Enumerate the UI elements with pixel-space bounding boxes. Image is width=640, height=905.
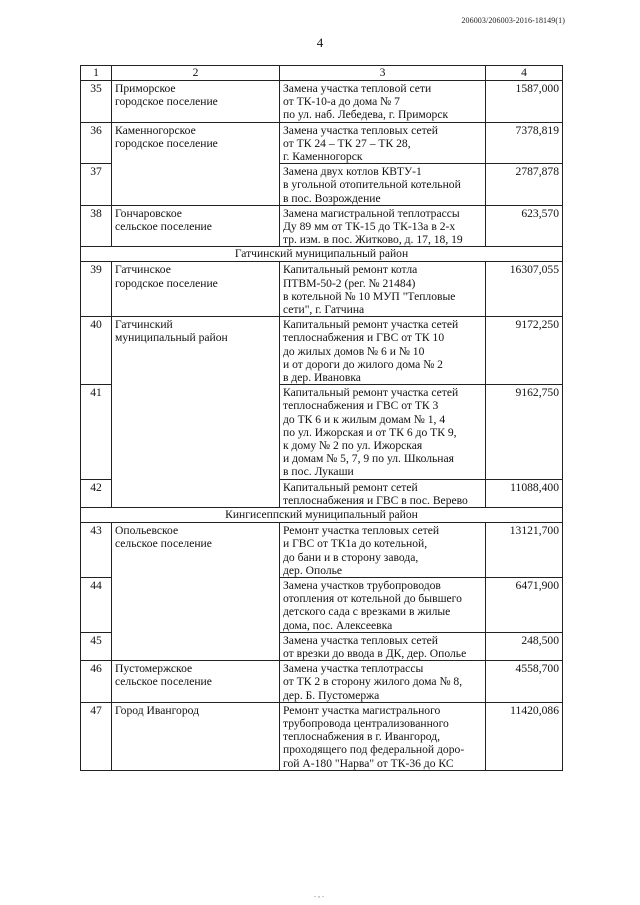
amount-cell: 1587,000: [486, 81, 563, 123]
section-row: [81, 508, 563, 523]
table-row: [81, 661, 563, 703]
work-line: и от дороги до жилого дома № 2: [283, 357, 443, 371]
works-table: [80, 65, 563, 771]
column-header: 1: [81, 66, 112, 81]
municipality-line: сельское поселение: [115, 220, 212, 234]
work-line: от врезки до ввода в ДК, дер. Ополье: [283, 646, 467, 660]
work-line: дер. Ополье: [283, 563, 343, 577]
work-line: до жилых домов № 6 и № 10: [283, 344, 425, 358]
table-row: [81, 702, 563, 770]
municipality-cell: [112, 122, 280, 205]
municipality-line: Гатчинский: [115, 318, 173, 332]
work-line: теплоснабжения и ГВС от ТК 3: [283, 399, 439, 413]
amount-cell: 9162,750: [486, 385, 563, 479]
amount-cell: 6471,900: [486, 577, 563, 632]
amount-cell: 7378,819: [486, 122, 563, 164]
municipality-line: городское поселение: [115, 136, 218, 150]
municipality-cell: [112, 661, 280, 703]
amount-cell: 9172,250: [486, 317, 563, 385]
row-number: 46: [81, 661, 112, 703]
work-line: сети", г. Гатчина: [283, 303, 365, 317]
municipality-cell: [112, 317, 280, 508]
amount-cell: 4558,700: [486, 661, 563, 703]
work-line: Замена магистральной теплотрассы: [283, 206, 460, 220]
municipality-cell: [112, 702, 280, 770]
work-line: отопления от котельной до бывшего: [283, 592, 462, 606]
work-line: Замена участков трубопроводов: [283, 578, 441, 592]
work-line: Замена участка тепловой сети: [283, 82, 432, 95]
work-line: по ул. наб. Лебедева, г. Приморск: [283, 108, 449, 122]
section-title-kingisepp: Кингисеппский муниципальный район: [81, 508, 563, 523]
work-line: Замена участка тепловых сетей: [283, 633, 438, 647]
work-line: детского сада с врезками в жилые: [283, 605, 451, 619]
municipality-line: Приморское: [115, 82, 176, 95]
page-number: 4: [316, 35, 324, 50]
work-line: по ул. Ижорская и от ТК 6 до ТК 9,: [283, 425, 457, 439]
row-number: 36: [81, 122, 112, 164]
row-number: 47: [81, 702, 112, 770]
municipality-line: Опольевское: [115, 524, 179, 538]
municipality-line: сельское поселение: [115, 675, 212, 689]
work-line: от ТК 24 – ТК 27 – ТК 28,: [283, 136, 411, 150]
work-description: [280, 385, 486, 479]
work-description: [280, 523, 486, 578]
work-description: [280, 317, 486, 385]
municipality-line: Гончаровское: [115, 206, 182, 220]
work-line: к дому № 2 по ул. Ижорская: [283, 439, 423, 453]
work-description: [280, 702, 486, 770]
row-number: 44: [81, 577, 112, 632]
row-number: 37: [81, 164, 112, 206]
section-title-gatchina: Гатчинский муниципальный район: [81, 247, 563, 262]
municipality-line: сельское поселение: [115, 537, 212, 551]
municipality-line: Город Ивангород: [115, 703, 200, 717]
work-description: [280, 205, 486, 247]
row-number: 38: [81, 205, 112, 247]
work-line: Замена участка тепловых сетей: [283, 123, 438, 137]
work-line: дома, пос. Алексеевка: [283, 618, 393, 632]
row-number: 39: [81, 262, 112, 317]
work-line: ПТВМ-50-2 (рег. № 21484): [283, 276, 416, 290]
work-line: Замена двух котлов КВТУ-1: [283, 165, 422, 179]
work-line: Капитальный ремонт участка сетей: [283, 318, 459, 332]
work-line: от ТК 2 в сторону жилого дома № 8,: [283, 675, 463, 689]
work-line: и ГВС от ТК1а до котельной,: [283, 537, 428, 551]
work-description: [280, 81, 486, 123]
work-line: в угольной отопительной котельной: [283, 178, 461, 192]
work-line: г. Каменногорск: [283, 150, 363, 164]
section-row: [81, 247, 563, 262]
work-line: трубопровода централизованного: [283, 716, 449, 730]
table-row: [81, 81, 563, 123]
municipality-line: городское поселение: [115, 276, 218, 290]
work-line: Капитальный ремонт сетей: [283, 480, 418, 494]
row-number: 40: [81, 317, 112, 385]
municipality-line: Пустомержское: [115, 662, 193, 676]
work-line: дер. Б. Пустомержа: [283, 688, 380, 702]
row-number: 43: [81, 523, 112, 578]
work-line: Ремонт участка тепловых сетей: [283, 524, 440, 538]
work-description: [280, 661, 486, 703]
column-header: 2: [112, 66, 280, 81]
work-line: Замена участка теплотрассы: [283, 662, 424, 676]
municipality-cell: [112, 81, 280, 123]
work-description: [280, 262, 486, 317]
work-line: от ТК-10-а до дома № 7: [283, 95, 400, 109]
work-line: в пос. Возрождение: [283, 191, 381, 205]
municipality-line: городское поселение: [115, 95, 218, 109]
municipality-cell: [112, 205, 280, 247]
work-line: теплоснабжения в г. Ивангород,: [283, 730, 441, 744]
amount-cell: 248,500: [486, 632, 563, 660]
work-description: [280, 164, 486, 206]
amount-cell: 623,570: [486, 205, 563, 247]
table-row: [81, 205, 563, 247]
municipality-line: Каменногорское: [115, 123, 196, 137]
work-line: Ду 89 мм от ТК-15 до ТК-13а в 2-х: [283, 220, 456, 234]
work-line: теплоснабжения и ГВС в пос. Верево: [283, 493, 468, 507]
work-line: и домам № 5, 7, 9 по ул. Школьная: [283, 452, 454, 466]
table-row: [81, 317, 563, 385]
work-description: [280, 479, 486, 507]
table-row: [81, 122, 563, 164]
municipality-cell: [112, 523, 280, 661]
column-header: 4: [486, 66, 563, 81]
row-number: 45: [81, 632, 112, 660]
amount-cell: 16307,055: [486, 262, 563, 317]
amount-cell: 11420,086: [486, 702, 563, 770]
municipality-line: муниципальный район: [115, 331, 228, 345]
work-line: Ремонт участка магистрального: [283, 703, 441, 717]
work-line: в дер. Ивановка: [283, 371, 361, 385]
work-description: [280, 577, 486, 632]
amount-cell: 13121,700: [486, 523, 563, 578]
row-number: 35: [81, 81, 112, 123]
municipality-cell: [112, 262, 280, 317]
footer-mark: .,.: [314, 890, 326, 899]
work-line: до ТК 6 и к жилым домам № 1, 4: [283, 412, 446, 426]
work-description: [280, 632, 486, 660]
municipality-line: Гатчинское: [115, 263, 171, 277]
table-header-row: [81, 66, 563, 81]
work-line: тр. изм. в пос. Житково, д. 17, 18, 19: [283, 233, 463, 247]
work-description: [280, 122, 486, 164]
table-row: [81, 262, 563, 317]
work-line: проходящего под федеральной доро-: [283, 743, 465, 757]
amount-cell: 2787,878: [486, 164, 563, 206]
work-line: теплоснабжения и ГВС от ТК 10: [283, 331, 445, 345]
work-line: Капитальный ремонт котла: [283, 263, 418, 277]
work-line: в котельной № 10 МУП "Тепловые: [283, 289, 456, 303]
amount-cell: 11088,400: [486, 479, 563, 507]
document-code: 206003/206003-2016-18149(1): [461, 16, 565, 25]
row-number: 42: [81, 479, 112, 507]
work-line: Капитальный ремонт участка сетей: [283, 386, 459, 400]
work-line: в пос. Лукаши: [283, 465, 354, 479]
column-header: 3: [280, 66, 486, 81]
table-row: [81, 523, 563, 578]
work-line: гой А-180 "Нарва" от ТК-36 до КС: [283, 756, 454, 770]
work-line: до бани и в сторону завода,: [283, 550, 419, 564]
row-number: 41: [81, 385, 112, 479]
